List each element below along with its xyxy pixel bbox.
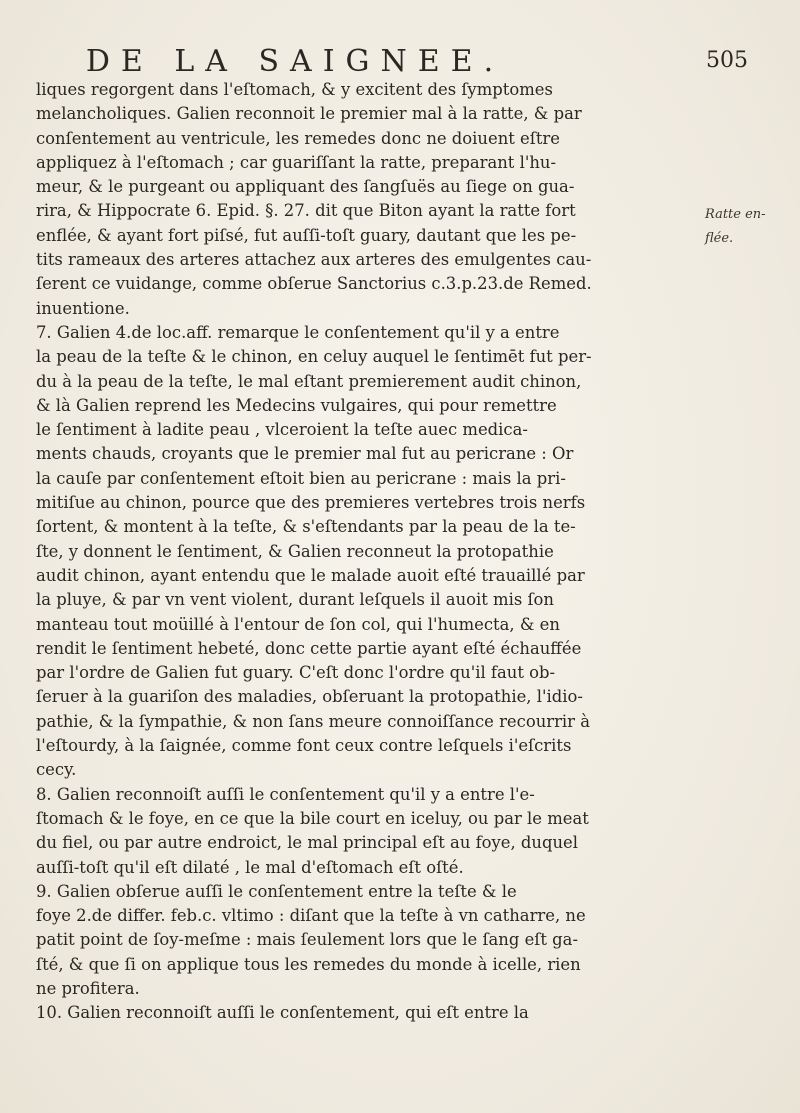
text-line: 10. Galien reconnoiſt auſſi le conſentement, qui eſt entre la (36, 1003, 529, 1023)
text-line: patit point de ſoy-meſme : mais ſeulement lors que le ſang eſt ga- (36, 930, 578, 950)
text-line: rendit le ſentiment hebeté, donc cette partie ayant eſté échauffée (36, 638, 582, 658)
page-number: 505 (706, 48, 748, 73)
text-line: mitiſue au chinon, pource que des premieres vertebres trois nerfs (36, 493, 586, 513)
text-line: du fiel, ou par autre endroict, le mal principal eſt au foye, duquel (36, 833, 579, 853)
text-line: ments chauds, croyants que le premier mal fut au pericrane : Or (36, 444, 574, 464)
text-line: enflée, & ayant fort piſsé, fut auſſi-toſt guary, dautant que les pe- (36, 225, 577, 245)
text-line: manteau tout moüillé à l'entour de ſon col, qui l'humecta, & en (36, 614, 560, 634)
text-line: foye 2.de differ. feb.c. vltimo : diſant que la teſte à vn catharre, ne (36, 906, 586, 926)
text-line: ſté, & que ſi on applique tous les remedes du monde à icelle, rien (36, 954, 581, 974)
text-line: le ſentiment à ladite peau , vlceroient la teſte auec medica- (36, 420, 528, 440)
text-line: inuentione. (36, 298, 130, 318)
text-line: conſentement au ventricule, les remedes donc ne doiuent eſtre (36, 128, 560, 148)
text-line: ſeruer à la guariſon des maladies, obſeruant la protopathie, l'idio- (36, 687, 583, 707)
text-line: liques regorgent dans l'eſtomach, & y excitent des ſymptomes (36, 80, 553, 99)
text-line: ne profitera. (36, 978, 140, 998)
text-line: ſerent ce vuidange, comme obſerue Sanctorius c.3.p.23.de Remed. (36, 274, 592, 294)
text-line: ſte, y donnent le ſentiment, & Galien reconneut la protopathie (36, 541, 554, 561)
text-line: 8. Galien reconnoiſt auſſi le conſentement qu'il y a entre l'e- (36, 784, 535, 804)
body-text (36, 78, 700, 1026)
text-line: tits rameaux des arteres attachez aux arteres des emulgentes cau- (36, 250, 592, 270)
text-line: ſtomach & le foye, en ce que la bile court en iceluy, ou par le meat (36, 808, 589, 828)
text-line: ſortent, & montent à la teſte, & s'eſtendants par la peau de la te- (36, 517, 576, 537)
text-line: l'eſtourdy, à la ſaignée, comme font ceux contre leſquels i'eſcrits (36, 736, 572, 756)
text-line: pathie, & la ſympathie, & non ſans meure connoiſſance recourrir à (36, 711, 591, 731)
text-line: melancholiques. Galien reconnoit le premier mal à la ratte, & par (36, 104, 582, 124)
text-line: rira, & Hippocrate 6. Epid. §. 27. dit que Biton ayant la ratte fort (36, 201, 576, 221)
text-line: la pluye, & par vn vent violent, durant leſquels il auoit mis ſon (36, 590, 555, 610)
text-line: cecy. (36, 760, 77, 780)
text-line: appliquez à l'eſtomach ; car guariſſant la ratte, preparant l'hu- (36, 152, 557, 172)
margin-note (705, 203, 766, 251)
text-line: 9. Galien obſerue auſſi le conſentement entre la teſte & le (36, 881, 517, 901)
text-line: meur, & le purgeant ou appliquant des ſangſuës au ſiege on gua- (36, 177, 575, 197)
margin-note-line: flée. (705, 231, 734, 246)
text-line: la peau de la teſte & le chinon, en celuy auquel le ſentimēt fut per- (36, 347, 592, 367)
text-line: & là Galien reprend les Medecins vulgaires, qui pour remettre (36, 395, 557, 415)
text-line: du à la peau de la teſte, le mal eſtant premierement audit chinon, (36, 371, 582, 391)
text-line: la cauſe par conſentement eſtoit bien au pericrane : mais la pri- (36, 468, 566, 488)
running-title: DE LA SAIGNEE. (85, 44, 505, 79)
text-line: auſſi-toſt qu'il eſt dilaté , le mal d'eſtomach eſt oſté. (36, 857, 464, 877)
margin-note-line: Ratte en- (705, 207, 766, 222)
text-line: audit chinon, ayant entendu que le malade auoit eſté trauaillé par (36, 565, 585, 585)
text-line: 7. Galien 4.de loc.aff. remarque le conſentement qu'il y a entre (36, 322, 560, 342)
text-line: par l'ordre de Galien fut guary. C'eſt donc l'ordre qu'il faut ob- (36, 663, 556, 683)
